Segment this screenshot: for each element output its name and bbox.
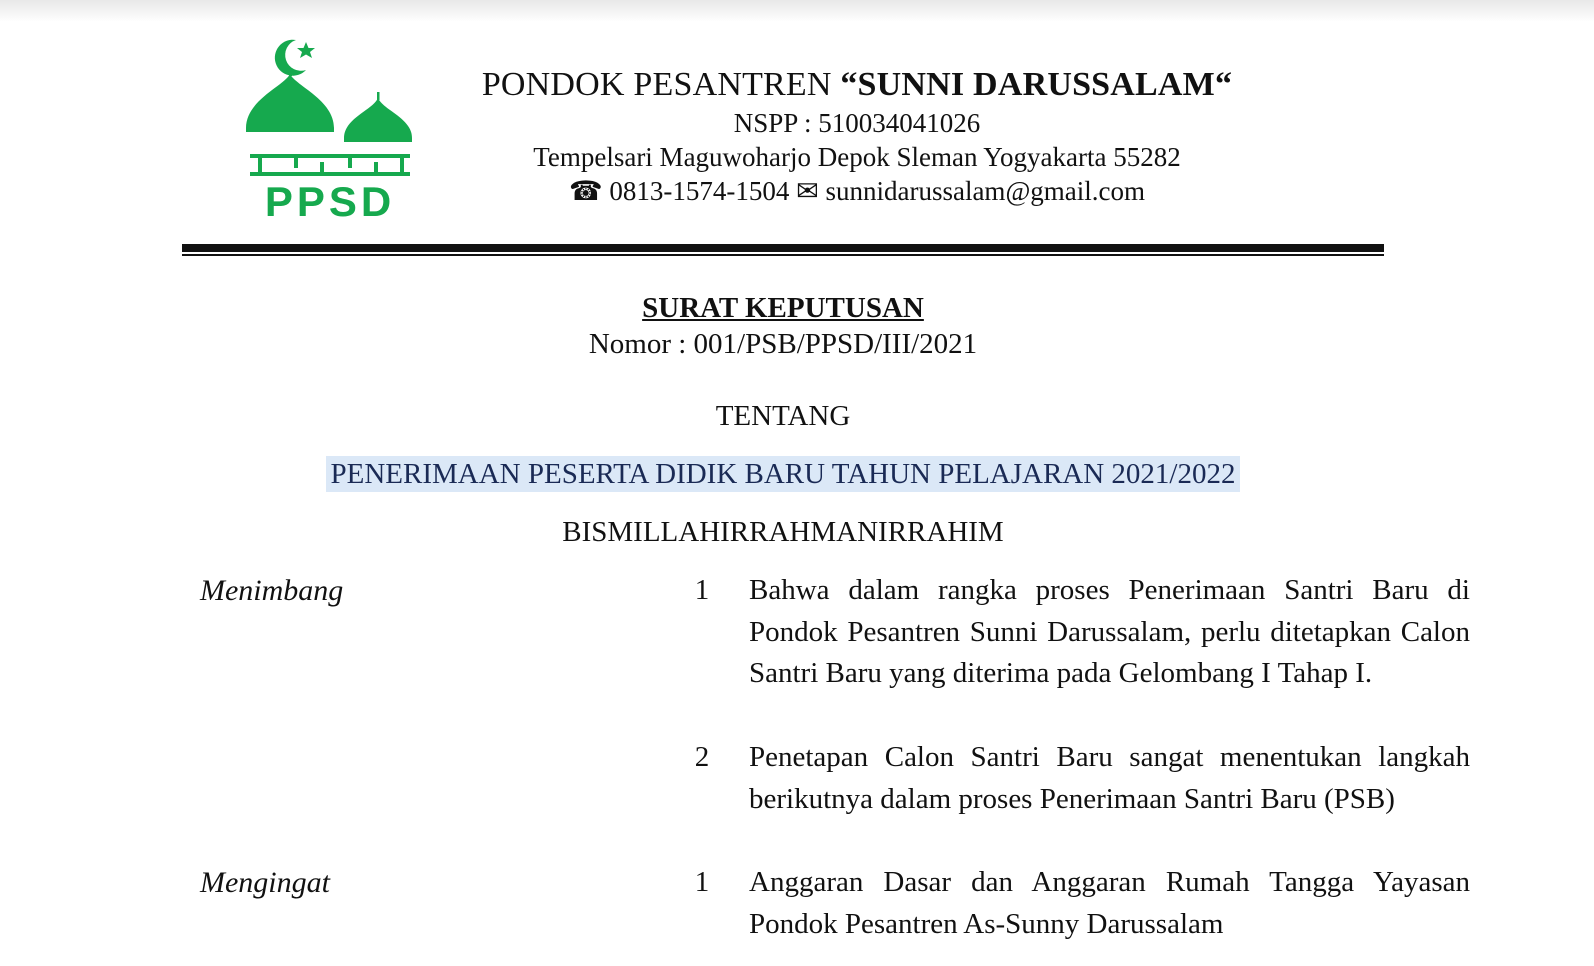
item-number: 1 xyxy=(694,574,710,606)
section-label-menimbang: Menimbang xyxy=(200,574,344,607)
email-address: sunnidarussalam@gmail.com xyxy=(825,176,1146,206)
decree-number: Nomor : 001/PSB/PPSD/III/2021 xyxy=(588,328,978,360)
logo-text: PPSD xyxy=(264,178,396,220)
opening-phrase: BISMILLAHIRRAHMANIRRAHIM xyxy=(562,516,1004,548)
consideration-paragraph-2: Penetapan Calon Santri Baru sangat menentukan langkah berikutnya dalam proses Penerimaan Santri Baru (PSB) xyxy=(749,741,1470,815)
phone-number: 0813-1574-1504 xyxy=(609,176,790,206)
mail-icon: ✉ xyxy=(796,176,819,206)
phone-icon: ☎ xyxy=(568,176,603,206)
section-label-mengingat: Mengingat xyxy=(200,866,330,899)
org-prefix: PONDOK PESANTREN xyxy=(481,66,841,103)
consideration-paragraph-1: Bahwa dalam rangka proses Penerimaan Santri Baru di Pondok Pesantren Sunni Darussalam, perlu ditetapkan Calon Santri Baru yang diterima pada Gelombang I Tahap I. xyxy=(749,574,1470,690)
org-name: “SUNNI DARUSSALAM“ xyxy=(840,66,1233,103)
address-line: Tempelsari Maguwoharjo Depok Sleman Yogyakarta 55282 xyxy=(533,142,1181,172)
letterhead-divider-thick xyxy=(182,244,1384,252)
item-number: 1 xyxy=(694,866,710,898)
reference-paragraph-1: Anggaran Dasar dan Anggaran Rumah Tangga Yayasan Pondok Pesantren As-Sunny Darussalam xyxy=(749,866,1470,940)
contact-line xyxy=(330,176,1384,207)
nspp-line: NSPP : 510034041026 xyxy=(733,108,981,138)
item-number: 2 xyxy=(694,741,710,773)
decree-title: SURAT KEPUTUSAN xyxy=(642,292,924,324)
decree-subject[interactable] xyxy=(0,458,1566,491)
letterhead-divider-thin xyxy=(182,254,1384,256)
about-label: TENTANG xyxy=(715,400,851,432)
org-title xyxy=(330,66,1384,104)
decree-subject-selected-text[interactable]: PENERIMAAN PESERTA DIDIK BARU TAHUN PELAJARAN 2021/2022 xyxy=(326,456,1239,492)
